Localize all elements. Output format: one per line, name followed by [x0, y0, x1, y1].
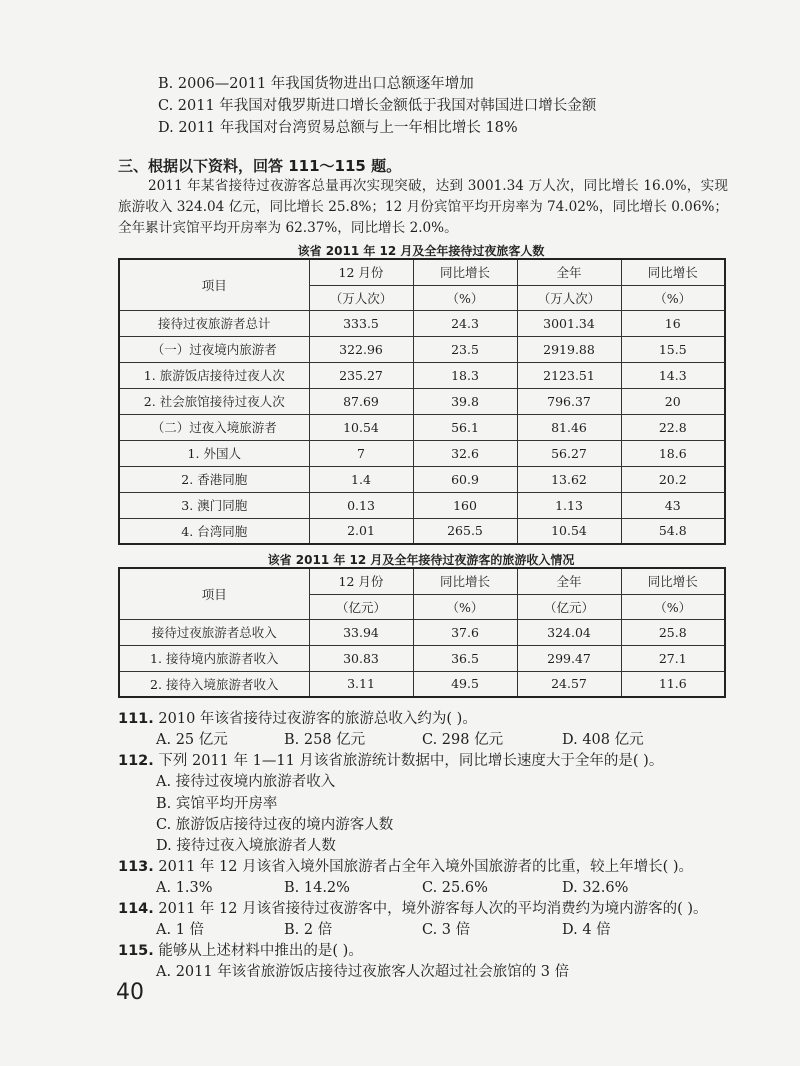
question-number: 112.	[118, 753, 154, 769]
table-cell: 2123.51	[517, 362, 621, 388]
table-cell: 796.37	[517, 388, 621, 414]
table2-item-header: 项目	[119, 568, 309, 619]
table-cell: 1.4	[309, 466, 413, 492]
table-row	[119, 310, 725, 336]
option-a[interactable]: A. 1.3%	[156, 880, 213, 896]
option-a[interactable]: A. 1 倍	[156, 922, 205, 938]
table-cell: 22.8	[621, 414, 725, 440]
table-cell: 10.54	[517, 518, 621, 544]
prev-option-c: C. 2011 年我国对俄罗斯进口增长金额低于我国对韩国进口增长金额	[158, 98, 597, 114]
option-b[interactable]: B. 14.2%	[284, 880, 350, 896]
table-cell: 333.5	[309, 310, 413, 336]
table-cell: 0.13	[309, 492, 413, 518]
table-cell: 2. 接待入境旅游者收入	[119, 671, 309, 697]
table-row	[119, 440, 725, 466]
table1-item-header: 项目	[119, 259, 309, 310]
section-intro: 2011 年某省接待过夜游客总量再次实现突破，达到 3001.34 万人次，同比增长 16.0%，实现旅游收入 324.04 亿元，同比增长 25.8%；12 月份宾馆平均开房率为 74.02%，同比增长 0.06%；全年累计宾馆平均开房率为 62.37%，同比增长 2.0%。	[118, 178, 728, 236]
page-number: 40	[116, 980, 144, 1005]
table-cell: 23.5	[413, 336, 517, 362]
question-112-option-d[interactable]: D. 接待过夜入境旅游者人数	[156, 838, 336, 854]
table-cell: 81.46	[517, 414, 621, 440]
table-row	[119, 645, 725, 671]
table-cell: 24.57	[517, 671, 621, 697]
table-row	[119, 388, 725, 414]
table-cell: 32.6	[413, 440, 517, 466]
table-cell: 43	[621, 492, 725, 518]
table-cell: 1. 接待境内旅游者收入	[119, 645, 309, 671]
table-cell: 7	[309, 440, 413, 466]
table-row	[119, 466, 725, 492]
table-cell: 24.3	[413, 310, 517, 336]
table-cell: 37.6	[413, 619, 517, 645]
table-row	[119, 362, 725, 388]
question-number: 111.	[118, 711, 154, 727]
question-text: 2011 年 12 月该省接待过夜游客中，境外游客每人次的平均消费约为境内游客的( )。	[158, 901, 708, 917]
table-cell: 30.83	[309, 645, 413, 671]
question-115-option-a[interactable]: A. 2011 年该省旅游饭店接待过夜旅客人次超过社会旅馆的 3 倍	[156, 964, 570, 980]
question-112-option-b[interactable]: B. 宾馆平均开房率	[156, 796, 278, 812]
table-row	[119, 336, 725, 362]
table1-header: 12 月份	[309, 259, 413, 285]
table2-unit: （亿元）	[309, 594, 413, 619]
table2-header: 同比增长	[413, 568, 517, 594]
table-cell: 33.94	[309, 619, 413, 645]
option-c[interactable]: C. 25.6%	[422, 880, 488, 896]
question-114	[118, 899, 708, 919]
table-row	[119, 414, 725, 440]
prev-option-b: B. 2006—2011 年我国货物进出口总额逐年增加	[158, 76, 474, 92]
table-row	[119, 671, 725, 697]
option-a[interactable]: A. 25 亿元	[156, 732, 228, 748]
table2-header: 同比增长	[621, 568, 725, 594]
table-cell: （一）过夜境内旅游者	[119, 336, 309, 362]
table-cell: 324.04	[517, 619, 621, 645]
table1-unit: （%）	[621, 285, 725, 310]
table-cell: 1. 外国人	[119, 440, 309, 466]
table2	[118, 567, 726, 698]
table-cell: 60.9	[413, 466, 517, 492]
table-cell: 299.47	[517, 645, 621, 671]
table-cell: 4. 台湾同胞	[119, 518, 309, 544]
question-115	[118, 941, 363, 961]
table-cell: 49.5	[413, 671, 517, 697]
question-114-options	[156, 920, 611, 940]
table-cell: 接待过夜旅游者总收入	[119, 619, 309, 645]
question-text: 2011 年 12 月该省入境外国旅游者占全年入境外国旅游者的比重，较上年增长( )。	[158, 859, 693, 875]
table2-header: 全年	[517, 568, 621, 594]
section-title: 三、根据以下资料，回答 111～115 题。	[118, 157, 402, 175]
table-row	[119, 619, 725, 645]
question-113-options	[156, 878, 628, 898]
table-cell: 接待过夜旅游者总计	[119, 310, 309, 336]
option-d[interactable]: D. 408 亿元	[562, 732, 644, 748]
table1	[118, 258, 726, 545]
table-cell: 160	[413, 492, 517, 518]
table1-unit: （万人次）	[309, 285, 413, 310]
question-112-option-a[interactable]: A. 接待过夜境内旅游者收入	[156, 774, 336, 790]
table2-unit: （亿元）	[517, 594, 621, 619]
table-cell: 10.54	[309, 414, 413, 440]
option-c[interactable]: C. 3 倍	[422, 922, 471, 938]
question-number: 114.	[118, 901, 154, 917]
question-text: 下列 2011 年 1—11 月该省旅游统计数据中，同比增长速度大于全年的是( )。	[158, 753, 664, 769]
option-b[interactable]: B. 258 亿元	[284, 732, 366, 748]
table-row	[119, 492, 725, 518]
option-c[interactable]: C. 298 亿元	[422, 732, 504, 748]
table-cell: 2. 香港同胞	[119, 466, 309, 492]
question-113	[118, 857, 693, 877]
question-111	[118, 709, 477, 729]
question-number: 115.	[118, 943, 154, 959]
table-cell: 20	[621, 388, 725, 414]
table-cell: 3.11	[309, 671, 413, 697]
table-cell: 14.3	[621, 362, 725, 388]
table-cell: 1. 旅游饭店接待过夜人次	[119, 362, 309, 388]
option-d[interactable]: D. 32.6%	[562, 880, 629, 896]
table-cell: 2.01	[309, 518, 413, 544]
table-cell: 25.8	[621, 619, 725, 645]
table-cell: 16	[621, 310, 725, 336]
question-number: 113.	[118, 859, 154, 875]
table-cell: 20.2	[621, 466, 725, 492]
prev-option-d: D. 2011 年我国对台湾贸易总额与上一年相比增长 18%	[158, 120, 518, 136]
table-cell: 56.27	[517, 440, 621, 466]
table-cell: 54.8	[621, 518, 725, 544]
table-cell: 3001.34	[517, 310, 621, 336]
table-cell: 15.5	[621, 336, 725, 362]
table-row	[119, 518, 725, 544]
question-text: 能够从上述材料中推出的是( )。	[158, 943, 363, 959]
table2-unit: （%）	[413, 594, 517, 619]
table-cell: 11.6	[621, 671, 725, 697]
table-cell: 322.96	[309, 336, 413, 362]
table-cell: 235.27	[309, 362, 413, 388]
table-cell: 2. 社会旅馆接待过夜人次	[119, 388, 309, 414]
table-cell: 87.69	[309, 388, 413, 414]
question-text: 2010 年该省接待过夜游客的旅游总收入约为( )。	[158, 711, 477, 727]
table-cell: 27.1	[621, 645, 725, 671]
question-111-options	[156, 730, 644, 750]
table-cell: 18.3	[413, 362, 517, 388]
table2-header: 12 月份	[309, 568, 413, 594]
option-b[interactable]: B. 2 倍	[284, 922, 333, 938]
table2-unit: （%）	[621, 594, 725, 619]
table1-header: 同比增长	[413, 259, 517, 285]
table-cell: （二）过夜入境旅游者	[119, 414, 309, 440]
table-cell: 13.62	[517, 466, 621, 492]
question-112	[118, 751, 663, 771]
table1-title: 该省 2011 年 12 月及全年接待过夜旅客人数	[297, 244, 545, 258]
option-d[interactable]: D. 4 倍	[562, 922, 611, 938]
table-cell: 1.13	[517, 492, 621, 518]
table1-unit: （万人次）	[517, 285, 621, 310]
table1-header: 同比增长	[621, 259, 725, 285]
table-cell: 3. 澳门同胞	[119, 492, 309, 518]
table-cell: 2919.88	[517, 336, 621, 362]
table2-title: 该省 2011 年 12 月及全年接待过夜游客的旅游收入情况	[267, 553, 575, 567]
table-cell: 56.1	[413, 414, 517, 440]
table-cell: 36.5	[413, 645, 517, 671]
table1-header: 全年	[517, 259, 621, 285]
question-112-option-c[interactable]: C. 旅游饭店接待过夜的境内游客人数	[156, 817, 394, 833]
table-cell: 18.6	[621, 440, 725, 466]
table-cell: 39.8	[413, 388, 517, 414]
table1-unit: （%）	[413, 285, 517, 310]
table-cell: 265.5	[413, 518, 517, 544]
